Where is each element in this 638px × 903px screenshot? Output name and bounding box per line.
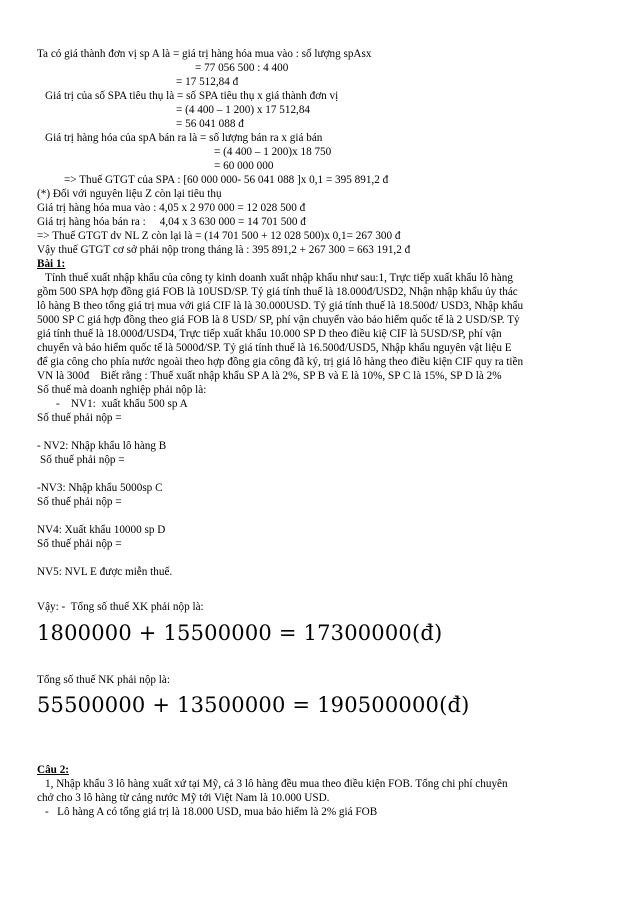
paragraph-line: lô hàng B theo tổng giá trị mua với giá CIF là là 30.000USD. Tỷ giá tính thuế là 18.500đ/ USD3, Nhập khẩu (37, 300, 524, 312)
text-line: = 17 512,84 đ (176, 76, 239, 88)
text-line: Ta có giá thành đơn vị sp A là = giá trị hàng hóa mua vào : số lượng spAsx (37, 48, 372, 60)
summary-line: Tổng số thuế NK phải nộp là: (37, 674, 170, 686)
paragraph-line: gồm 500 SPA hợp đồng giá FOB là 10USD/SP. Tỷ giá tính thuế là 18.000đ/USD2, Nhận nhập khẩu ủy thác (37, 286, 518, 298)
text-line: Vậy thuế GTGT cơ sở phải nộp trong tháng là : 395 891,2 + 267 300 = 663 191,2 đ (37, 244, 411, 256)
task-item: -NV3: Nhập khẩu 5000sp C (37, 482, 163, 494)
paragraph-line: 1, Nhập khẩu 3 lô hàng xuất xứ tại Mỹ, cả 3 lô hàng đều mua theo điều kiện FOB. Tổng chi phí chuyên (45, 778, 508, 790)
text-line: = 56 041 088 đ (176, 118, 244, 130)
text-line: Giá trị của số SPA tiêu thụ là = số SPA tiêu thụ x giá thành đơn vị (45, 90, 339, 102)
paragraph-line: 5000 SP C giá hợp đồng theo giá FOB là 8 USD/ SP, phí vận chuyển vào bảo hiểm quốc tế là 2 USD/SP. Tỷ (37, 314, 520, 326)
paragraph-line: để gia công cho phía nước ngoài theo hợp đồng gia công đã ký, trị giá lô hàng theo điều kiện CIF quy ra tiền (37, 356, 524, 368)
summary-line: Vậy: - Tổng số thuế XK phải nộp là: (37, 601, 204, 613)
text-line: = 60 000 000 (214, 160, 274, 172)
task-answer: Số thuế phải nộp = (37, 538, 122, 550)
equation-export-tax: 1800000 + 15500000 = 17300000(đ) (37, 621, 443, 645)
list-item: - Lô hàng A có tổng giá trị là 18.000 USD, mua bảo hiểm là 2% giá FOB (45, 806, 378, 818)
paragraph-line: chuyển và bảo hiểm quốc tế là 5000đ/SP. Tỷ giá tính thuế là 16.500đ/USD5, Nhập khẩu nguyên vật liệu E (37, 342, 512, 354)
text-line: = (4 400 – 1 200) x 17 512,84 (176, 104, 311, 116)
task-item: - NV1: xuất khẩu 500 sp A (56, 398, 188, 410)
text-line: Giá trị hàng hóa của spA bán ra là = số lượng bán ra x giá bán (45, 132, 323, 144)
section-heading: Bài 1: (37, 258, 66, 270)
equation-import-tax: 55500000 + 13500000 = 190500000(đ) (37, 693, 470, 717)
task-item: NV4: Xuất khẩu 10000 sp D (37, 524, 166, 536)
paragraph-line: VN là 300đ Biết rằng : Thuế xuất nhập khẩu SP A là 2%, SP B và E là 10%, SP C là 15%, SP D là 2% (37, 370, 502, 382)
paragraph-line: Tính thuế xuất nhập khẩu của công ty kinh doanh xuất nhập khẩu như sau:1, Trực tiếp xuất khẩu lô hàng (45, 272, 513, 284)
task-answer: Số thuế phải nộp = (37, 496, 122, 508)
text-line: Giá trị hàng hóa mua vào : 4,05 x 2 970 000 = 12 028 500 đ (37, 202, 306, 214)
section-heading: Câu 2: (37, 764, 70, 776)
task-item: NV5: NVL E được miễn thuế. (37, 566, 173, 578)
paragraph-line: giá tính thuế là 18.000đ/USD4, Trực tiếp xuất khẩu 10.000 SP D theo điều kiệ CIF là 5USD/SP, phí vận (37, 328, 502, 340)
task-answer: Số thuế phải nộp = (37, 412, 122, 424)
text-line: => Thuế GTGT của SPA : [60 000 000- 56 041 088 ]x 0,1 = 395 891,2 đ (64, 174, 389, 186)
text-line: = (4 400 – 1 200)x 18 750 (214, 146, 332, 158)
text-line: => Thuế GTGT dv NL Z còn lại là = (14 701 500 + 12 028 500)x 0,1= 267 300 đ (37, 230, 401, 242)
text-line: Giá trị hàng hóa bán ra : 4,04 x 3 630 000 = 14 701 500 đ (37, 216, 306, 228)
task-item: - NV2: Nhập khẩu lô hàng B (37, 440, 167, 452)
paragraph-line: Số thuế mà doanh nghiệp phải nộp là: (37, 384, 207, 396)
text-line: = 77 056 500 : 4 400 (195, 62, 289, 74)
paragraph-line: chở cho 3 lô hàng từ cảng nước Mỹ tới Việt Nam là 10.000 USD. (37, 792, 330, 804)
text-line: (*) Đối với nguyên liệu Z còn lại tiêu thụ (37, 188, 222, 200)
task-answer: Số thuế phải nộp = (40, 454, 125, 466)
